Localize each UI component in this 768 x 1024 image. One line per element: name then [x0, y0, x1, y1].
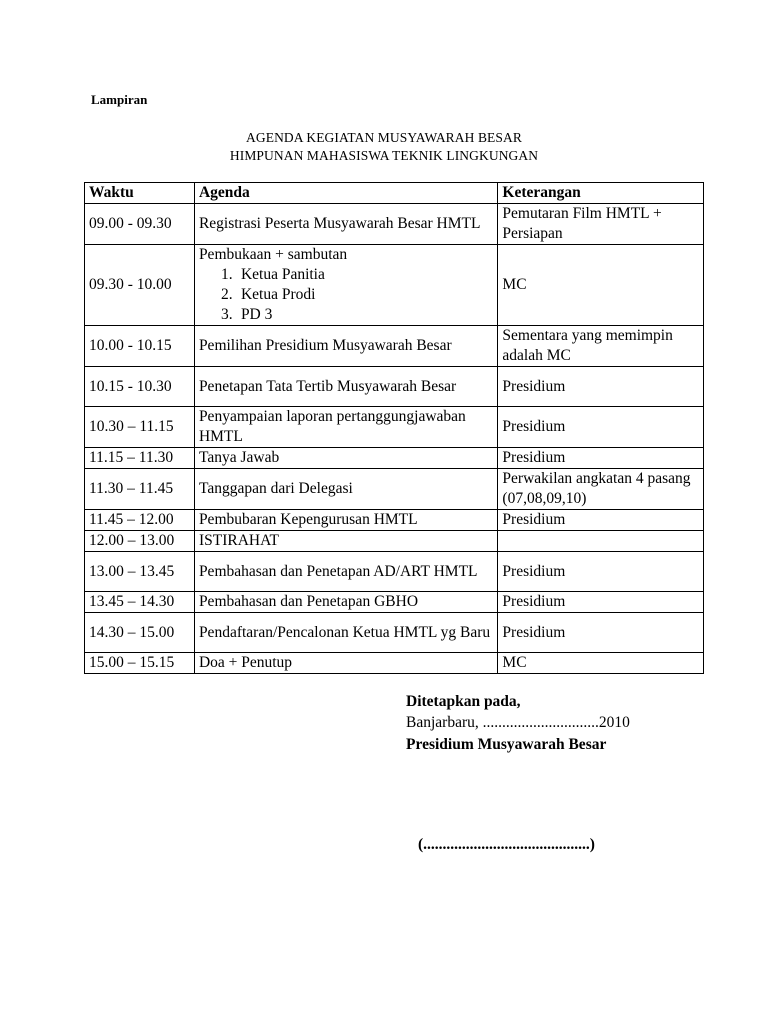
list-item: 1. Ketua Panitia — [220, 266, 325, 283]
table-row — [85, 448, 704, 469]
notes-cell: Pemutaran Film HMTL + Persiapan — [498, 204, 704, 245]
notes-cell: Presidium — [498, 592, 704, 613]
agenda-table — [84, 182, 704, 674]
table-row — [85, 552, 704, 592]
notes-cell: Presidium — [498, 552, 704, 592]
time-cell: 15.00 – 15.15 — [85, 653, 195, 674]
notes-cell: Presidium — [498, 367, 704, 407]
notes-cell: Presidium — [498, 510, 704, 531]
time-cell: 13.00 – 13.45 — [85, 552, 195, 592]
time-cell: 09.00 - 09.30 — [85, 204, 195, 245]
time-cell: 10.30 – 11.15 — [85, 407, 195, 448]
notes-cell: Perwakilan angkatan 4 pasang (07,08,09,10) — [498, 469, 704, 510]
agenda-text: Pembukaan + sambutan — [198, 246, 348, 263]
time-cell: 09.30 - 10.00 — [85, 245, 195, 326]
agenda-cell: ISTIRAHAT — [194, 531, 497, 552]
agenda-cell: Penetapan Tata Tertib Musyawarah Besar — [194, 367, 497, 407]
time-cell: 10.15 - 10.30 — [85, 367, 195, 407]
agenda-cell: Pembubaran Kepengurusan HMTL — [194, 510, 497, 531]
time-cell: 13.45 – 14.30 — [85, 592, 195, 613]
table-row — [85, 469, 704, 510]
table-row — [85, 531, 704, 552]
table-row — [85, 367, 704, 407]
place-date-line: Banjarbaru, ..............................2010 — [406, 714, 630, 731]
time-cell: 14.30 – 15.00 — [85, 613, 195, 653]
time-cell: 12.00 – 13.00 — [85, 531, 195, 552]
agenda-cell: Tanggapan dari Delegasi — [194, 469, 497, 510]
table-row — [85, 510, 704, 531]
table-row — [85, 407, 704, 448]
document-title-line-1: AGENDA KEGIATAN MUSYAWARAH BESAR — [246, 130, 522, 145]
table-row — [85, 245, 704, 326]
notes-cell: Presidium — [498, 407, 704, 448]
attachment-label: Lampiran — [91, 92, 148, 107]
header-notes: Keterangan — [498, 183, 704, 204]
time-cell: 11.15 – 11.30 — [85, 448, 195, 469]
table-row — [85, 613, 704, 653]
time-cell: 11.45 – 12.00 — [85, 510, 195, 531]
agenda-sublist — [199, 265, 493, 325]
agenda-cell — [194, 245, 497, 326]
notes-cell — [498, 531, 704, 552]
notes-cell: MC — [498, 245, 704, 326]
document-title-line-2: HIMPUNAN MAHASISWA TEKNIK LINGKUNGAN — [229, 148, 539, 163]
header-time: Waktu — [85, 183, 195, 204]
agenda-cell: Pembahasan dan Penetapan GBHO — [194, 592, 497, 613]
agenda-cell: Doa + Penutup — [194, 653, 497, 674]
list-item: 2. Ketua Prodi — [220, 286, 316, 303]
header-agenda: Agenda — [194, 183, 497, 204]
table-row — [85, 653, 704, 674]
agenda-cell: Pendaftaran/Pencalonan Ketua HMTL yg Baru — [194, 613, 497, 653]
table-row — [85, 204, 704, 245]
signatory-role: Presidium Musyawarah Besar — [406, 736, 607, 753]
signature-name-placeholder: (...........................................) — [418, 836, 595, 853]
notes-cell: Sementara yang memimpin adalah MC — [498, 326, 704, 367]
notes-cell: Presidium — [498, 613, 704, 653]
table-header-row — [85, 183, 704, 204]
list-item: 3. PD 3 — [220, 306, 273, 323]
agenda-cell: Pembahasan dan Penetapan AD/ART HMTL — [194, 552, 497, 592]
table-row — [85, 592, 704, 613]
agenda-cell: Penyampaian laporan pertanggungjawaban HMTL — [194, 407, 497, 448]
table-row — [85, 326, 704, 367]
notes-cell: MC — [498, 653, 704, 674]
agenda-cell: Tanya Jawab — [194, 448, 497, 469]
time-cell: 11.30 – 11.45 — [85, 469, 195, 510]
time-cell: 10.00 - 10.15 — [85, 326, 195, 367]
set-on-label: Ditetapkan pada, — [406, 693, 521, 710]
agenda-cell: Registrasi Peserta Musyawarah Besar HMTL — [194, 204, 497, 245]
notes-cell: Presidium — [498, 448, 704, 469]
agenda-cell: Pemilihan Presidium Musyawarah Besar — [194, 326, 497, 367]
